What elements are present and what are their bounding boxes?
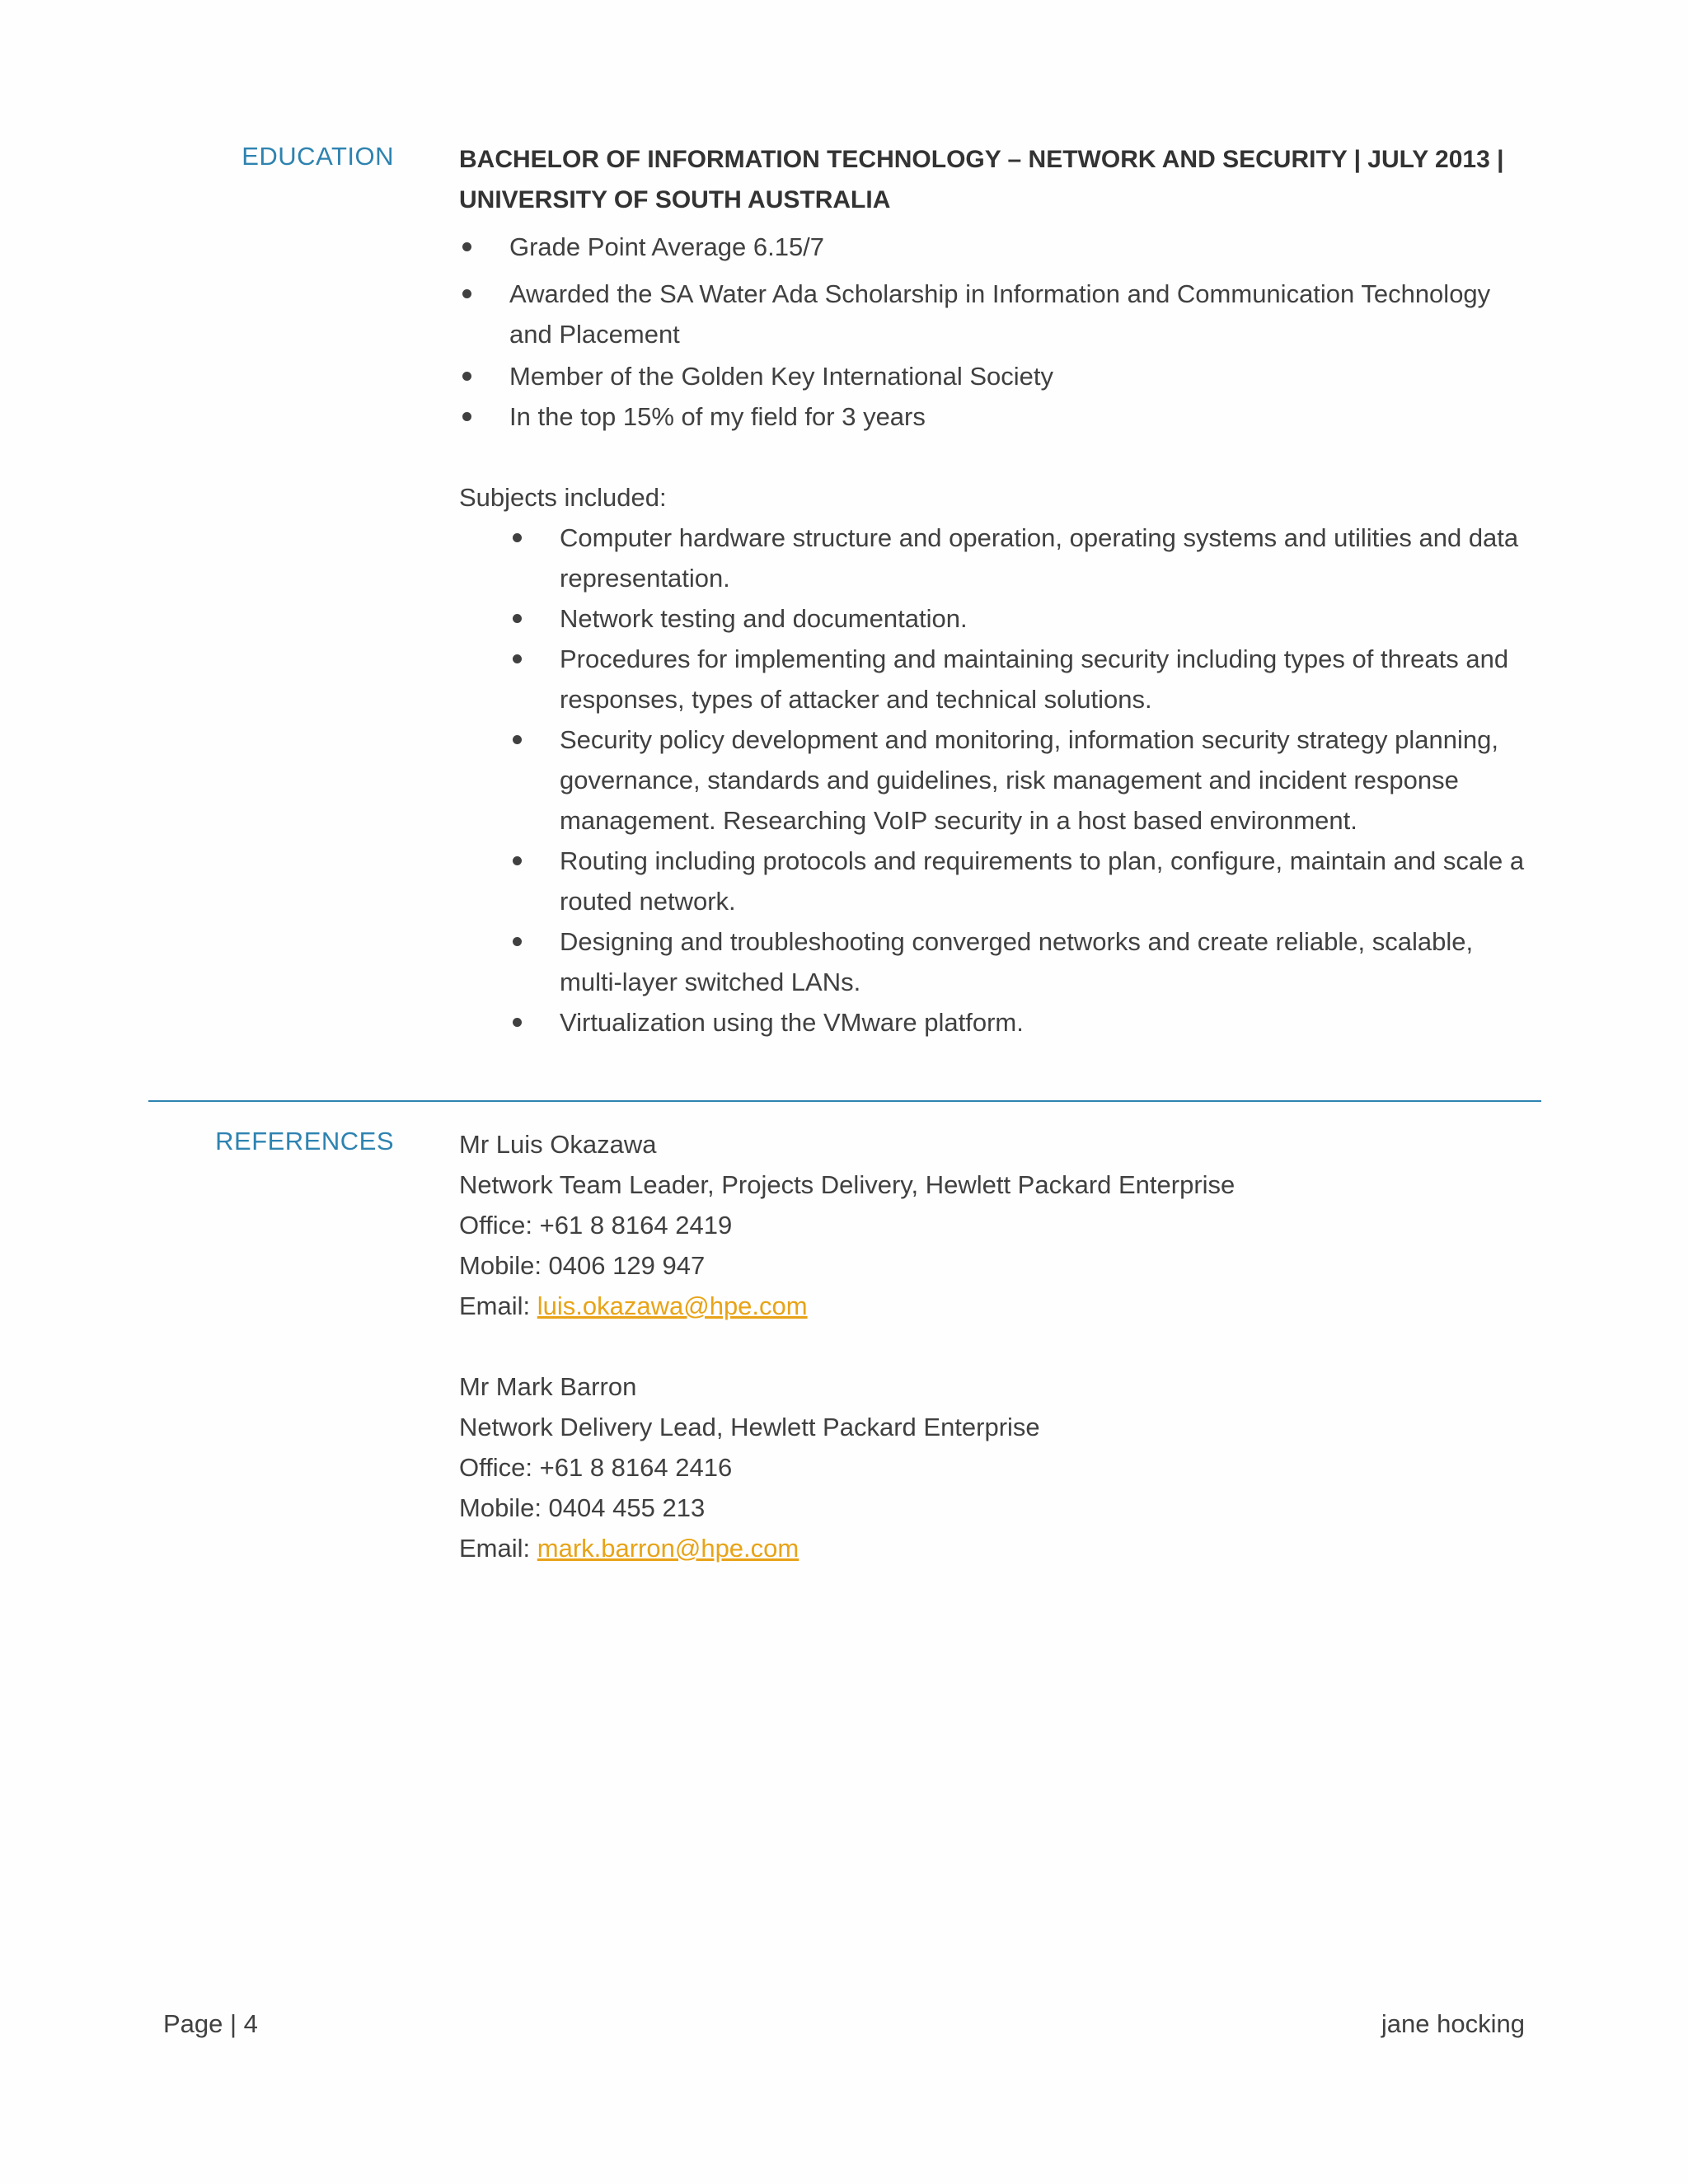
footer-author: jane hocking (1381, 2009, 1525, 2038)
page-number: Page | 4 (163, 2009, 258, 2038)
email-link[interactable]: mark.barron@hpe.com (537, 1534, 799, 1563)
reference-office-phone: Office: +61 8 8164 2416 (459, 1453, 733, 1482)
reference-mobile-phone: Mobile: 0406 129 947 (459, 1251, 706, 1280)
list-item: Grade Point Average 6.15/7 (459, 227, 1539, 267)
reference-email-row (459, 1528, 1539, 1568)
degree-title (459, 139, 1539, 220)
references-content (459, 1124, 1539, 1568)
list-item: Designing and troubleshooting converged networks and create reliable, scalable, multi-layer switched LANs. (509, 921, 1539, 1002)
list-item: Procedures for implementing and maintaining security including types of threats and responses, types of attacker and technical solutions. (509, 639, 1539, 719)
references-section-label: REFERENCES (215, 1127, 394, 1155)
reference-title: Network Team Leader, Projects Delivery, Hewlett Packard Enterprise (459, 1170, 1236, 1199)
degree-title-line-1: BACHELOR OF INFORMATION TECHNOLOGY – NETWORK AND SECURITY | JULY 2013 | (459, 146, 1504, 173)
email-label: Email: (459, 1291, 537, 1320)
list-item: Routing including protocols and requirements to plan, configure, maintain and scale a routed network. (509, 841, 1539, 921)
list-item: Member of the Golden Key International Society (459, 356, 1539, 396)
subjects-list (509, 518, 1539, 1043)
reference-office-phone: Office: +61 8 8164 2419 (459, 1211, 733, 1240)
list-item: In the top 15% of my field for 3 years (459, 396, 1539, 437)
subjects-heading: Subjects included: (459, 483, 667, 512)
degree-title-line-2: UNIVERSITY OF SOUTH AUSTRALIA (459, 186, 891, 213)
list-item: Security policy development and monitoring, information security strategy planning, governance, standards and guidelines, risk management and incident response management. Researching VoIP security in a host based environment. (509, 719, 1539, 841)
reference-name: Mr Mark Barron (459, 1372, 637, 1401)
email-label: Email: (459, 1534, 537, 1563)
list-item: Network testing and documentation. (509, 598, 1539, 639)
section-divider (148, 1100, 1541, 1102)
reference-mobile-phone: Mobile: 0404 455 213 (459, 1493, 706, 1522)
list-item: Virtualization using the VMware platform. (509, 1002, 1539, 1043)
reference-entry (459, 1124, 1539, 1326)
reference-email-row (459, 1286, 1539, 1326)
education-section-label: EDUCATION (241, 142, 394, 171)
reference-title: Network Delivery Lead, Hewlett Packard Enterprise (459, 1413, 1040, 1441)
email-link[interactable]: luis.okazawa@hpe.com (537, 1291, 808, 1320)
reference-name: Mr Luis Okazawa (459, 1130, 657, 1159)
list-item: Computer hardware structure and operation, operating systems and utilities and data representation. (509, 518, 1539, 598)
education-highlights-list (459, 227, 1539, 437)
list-item: Awarded the SA Water Ada Scholarship in Information and Communication Technology and Placement (459, 274, 1539, 354)
reference-entry (459, 1366, 1539, 1568)
education-content (459, 139, 1539, 1043)
